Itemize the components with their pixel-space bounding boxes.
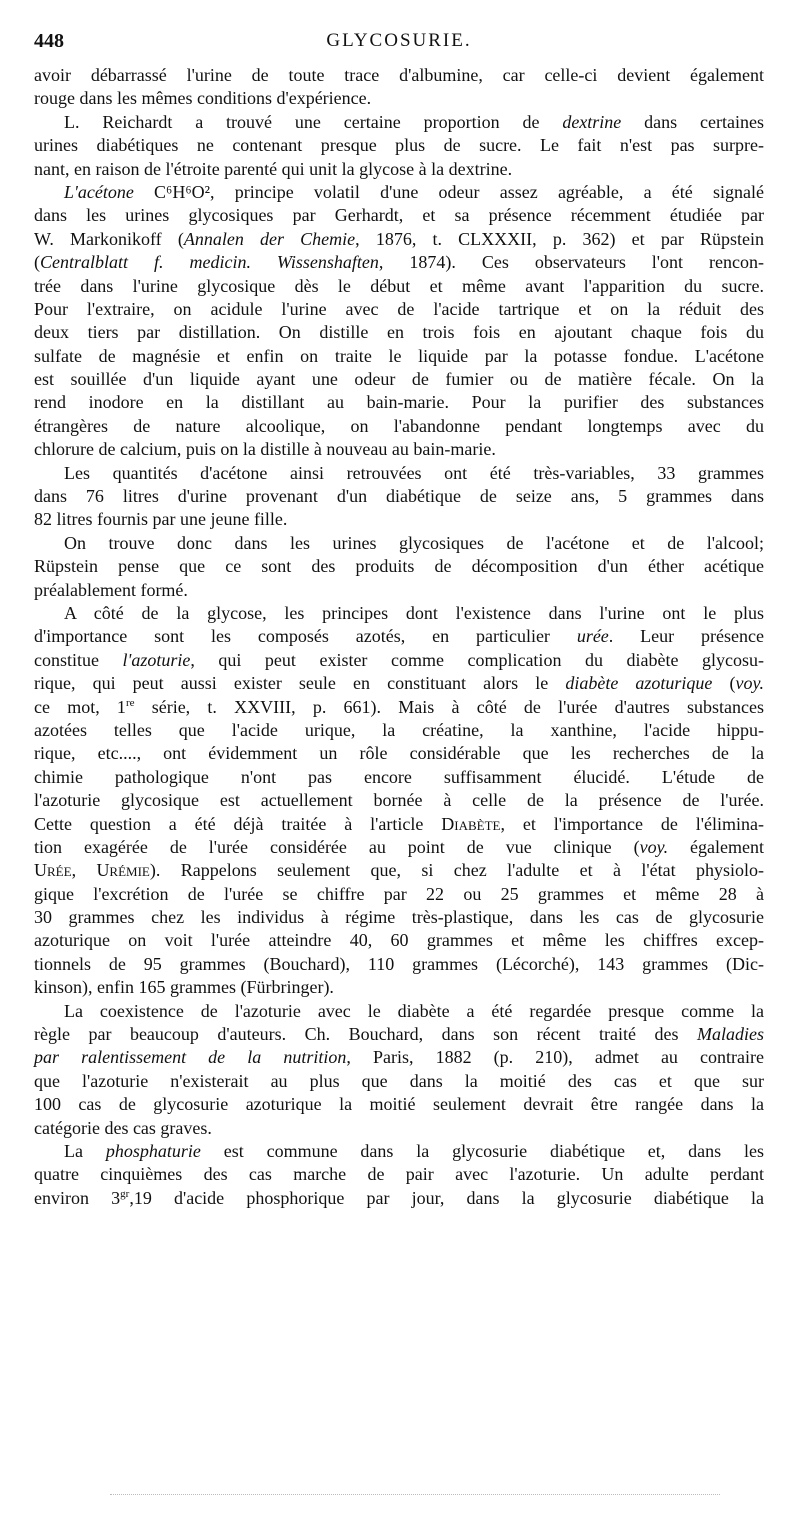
text-line — [34, 625, 764, 648]
line-text: rique, etc...., ont évidemment un rôle considérable que les recherches de la — [34, 743, 764, 764]
text-line — [34, 391, 764, 414]
text-line — [34, 158, 764, 181]
text-line — [34, 1000, 764, 1023]
text-line — [34, 228, 764, 251]
text-line — [34, 579, 764, 602]
page-number: 448 — [34, 30, 64, 52]
small-caps-reference: Diabète — [441, 813, 501, 834]
text-line — [34, 298, 764, 321]
text-line — [34, 204, 764, 227]
line-text: ,19 d'acide phosphorique par jour, dans la glycosurie diabétique la — [129, 1187, 765, 1208]
text-line — [34, 438, 764, 461]
line-text: constitue — [34, 649, 123, 670]
line-text: ). Rappelons seulement que, si chez l'adulte et à l'état physiolo- — [149, 860, 764, 881]
italic-citation: par ralentissement de la nutrition — [34, 1047, 347, 1068]
line-text: règle par beaucoup d'auteurs. Ch. Bouchard, dans son récent traité des — [34, 1024, 697, 1045]
line-text: ce mot, 1 — [34, 696, 126, 717]
line-text: avoir débarrassé l'urine de toute trace d'albumine, car celle-ci devient également — [34, 65, 764, 85]
line-text: 30 grammes chez les individus à régime très-plastique, dans les cas de glycosurie — [34, 907, 764, 928]
text-line — [34, 1046, 764, 1069]
italic-term: L'acétone — [64, 181, 134, 202]
line-text: dans certaines — [621, 111, 764, 132]
text-line — [34, 1140, 764, 1163]
text-line — [34, 275, 764, 298]
line-text: W. Markonikoff ( — [34, 228, 184, 249]
text-line — [34, 742, 764, 765]
line-text: , 1874). Ces observateurs l'ont rencon- — [378, 252, 764, 273]
line-text: kinson), enfin 165 grammes (Fürbringer). — [34, 977, 334, 998]
text-line — [34, 485, 764, 508]
text-line — [34, 1070, 764, 1093]
line-text: quatre cinquièmes des cas marche de pair avec l'azoturie. Un adulte perdant — [34, 1164, 764, 1185]
line-text: rouge dans les mêmes conditions d'expérience. — [34, 88, 372, 109]
italic-citation: Maladies — [697, 1024, 764, 1045]
italic-term: diabète azoturique — [565, 673, 713, 694]
text-line — [34, 462, 764, 485]
line-text: série, t. XXVIII, p. 661). Mais à côté de l'urée d'autres substances — [134, 696, 764, 717]
text-line — [34, 64, 764, 87]
line-text: que l'azoturie n'existerait au plus que dans la moitié des cas et que sur — [34, 1070, 764, 1091]
text-line — [34, 345, 764, 368]
line-text: Les quantités d'acétone ainsi retrouvées ont été très-variables, 33 grammes — [64, 462, 764, 483]
line-text: ( — [34, 252, 40, 273]
line-text: d'importance sont les composés azotés, en particulier — [34, 626, 577, 647]
line-text: l'azoturie glycosique est actuellement bornée à celle de la présence de l'urée. — [34, 790, 764, 811]
text-line — [34, 929, 764, 952]
text-line — [34, 976, 764, 999]
line-text: gique l'excrétion de l'urée se chiffre par 22 ou 25 grammes et même 28 à — [34, 883, 764, 904]
line-text: , et l'importance de l'élimina- — [500, 813, 764, 834]
line-text: , 1876, t. CLXXXII, p. 362) et par Rüpstein — [355, 228, 764, 249]
text-line — [34, 251, 764, 274]
small-caps-reference: Urémie — [96, 860, 150, 881]
line-text: chlorure de calcium, puis on la distille à nouveau au bain-marie. — [34, 439, 496, 460]
line-text: ( — [712, 673, 736, 694]
text-line — [34, 1023, 764, 1046]
italic-term: phosphaturie — [105, 1140, 201, 1161]
text-line — [34, 836, 764, 859]
line-text: également — [668, 836, 764, 857]
line-text: Cette question a été déjà traitée à l'article — [34, 813, 442, 834]
line-text: C⁶H⁶O², principe volatil d'une odeur assez agréable, a été signalé — [133, 181, 764, 202]
text-line — [34, 555, 764, 578]
text-line — [34, 813, 764, 836]
italic-term: voy. — [639, 836, 669, 857]
line-text: environ 3 — [34, 1187, 121, 1208]
line-text: A côté de la glycose, les principes dont l'existence dans l'urine ont le plus — [64, 602, 764, 623]
text-line — [34, 415, 764, 438]
line-text: , — [71, 860, 97, 881]
line-text: est souillée d'un liquide ayant une odeur de fumier ou de matière fécale. On la — [34, 369, 764, 390]
text-line — [34, 368, 764, 391]
line-text: nant, en raison de l'étroite parenté qui unit la glycose à la dextrine. — [34, 158, 513, 179]
line-text: rique, qui peut aussi exister seule en constituant alors le — [34, 673, 566, 694]
text-line — [34, 719, 764, 742]
text-line — [34, 789, 764, 812]
line-text: Rüpstein pense que ce sont des produits de décomposition d'un éther acétique — [34, 556, 764, 577]
italic-term: dextrine — [562, 111, 622, 132]
italic-citation: Annalen der Chemie — [183, 228, 356, 249]
text-line — [34, 134, 764, 157]
line-text: . Leur présence — [608, 626, 764, 647]
small-caps-reference: Urée — [34, 860, 72, 881]
line-text: , Paris, 1882 (p. 210), admet au contraire — [346, 1047, 764, 1068]
italic-term: urée — [576, 626, 609, 647]
line-text: sulfate de magnésie et enfin on traite le liquide par la potasse fondue. L'acétone — [34, 345, 764, 366]
running-head — [34, 30, 764, 60]
line-text: deux tiers par distillation. On distille en trois fois en ajoutant chaque fois du — [34, 322, 764, 343]
italic-term: l'azoturie — [122, 649, 191, 670]
line-text: azotées telles que l'acide urique, la créatine, la xanthine, l'acide hippu- — [34, 719, 764, 740]
text-line — [34, 532, 764, 555]
line-text: catégorie des cas graves. — [34, 1117, 212, 1138]
text-line — [34, 859, 764, 882]
line-text: La coexistence de l'azoturie avec le diabète a été regardée presque comme la — [64, 1000, 764, 1021]
line-text: préalablement formé. — [34, 579, 188, 600]
text-line — [34, 1163, 764, 1186]
line-text: 100 cas de glycosurie azoturique la moitié seulement devrait être rangée dans la — [34, 1094, 764, 1115]
text-line — [34, 1187, 764, 1210]
line-text: L. Reichardt a trouvé une certaine proportion de — [64, 111, 563, 132]
text-line — [34, 953, 764, 976]
body-text — [34, 64, 764, 1210]
text-line — [34, 906, 764, 929]
line-text: est commune dans la glycosurie diabétique et, dans les — [200, 1140, 765, 1161]
line-text: Pour l'extraire, on acidule l'urine avec de l'acide tartrique et on la réduit des — [34, 298, 764, 319]
line-text: dans 76 litres d'urine provenant d'un diabétique de seize ans, 5 grammes dans — [34, 486, 764, 507]
text-line — [34, 111, 764, 134]
text-line — [34, 649, 764, 672]
text-line — [34, 181, 764, 204]
superscript: gr — [120, 1187, 130, 1200]
italic-term: voy. — [735, 673, 764, 694]
line-text: On trouve donc dans les urines glycosiques de l'acétone et de l'alcool; — [64, 532, 764, 553]
text-line — [34, 1117, 764, 1140]
line-text: La — [64, 1140, 106, 1161]
line-text: 82 litres fournis par une jeune fille. — [34, 509, 288, 530]
text-line — [34, 696, 764, 719]
text-line — [34, 672, 764, 695]
text-line — [34, 602, 764, 625]
text-line — [34, 87, 764, 110]
superscript: re — [125, 696, 135, 709]
text-line — [34, 321, 764, 344]
running-title: GLYCOSURIE. — [326, 30, 472, 51]
line-text: tionnels de 95 grammes (Bouchard), 110 grammes (Lécorché), 143 grammes (Dic- — [34, 953, 764, 974]
line-text: , qui peut exister comme complication du diabète glycosu- — [190, 649, 764, 670]
text-line — [34, 766, 764, 789]
line-text: tion exagérée de l'urée considérée au point de vue clinique ( — [34, 836, 640, 857]
line-text: urines diabétiques ne contenant presque plus de sucre. Le fait n'est pas surpre- — [34, 135, 764, 156]
text-line — [34, 1093, 764, 1116]
scan-artifact-line — [110, 1494, 720, 1499]
text-line — [34, 508, 764, 531]
italic-citation: Centralblatt f. medicin. Wissenshaften — [40, 252, 379, 273]
line-text: trée dans l'urine glycosique dès le début et même avant l'apparition du sucre. — [34, 275, 764, 296]
line-text: étrangères de nature alcoolique, on l'abandonne pendant longtemps avec du — [34, 415, 764, 436]
text-line — [34, 883, 764, 906]
line-text: dans les urines glycosiques par Gerhardt, et sa présence récemment étudiée par — [34, 205, 764, 226]
line-text: azoturique on voit l'urée atteindre 40, 60 grammes et même les chiffres excep- — [34, 930, 764, 951]
line-text: chimie pathologique n'ont pas encore suffisamment élucidé. L'étude de — [34, 766, 764, 787]
line-text: rend inodore en la distillant au bain-marie. Pour la purifier des substances — [34, 392, 764, 413]
